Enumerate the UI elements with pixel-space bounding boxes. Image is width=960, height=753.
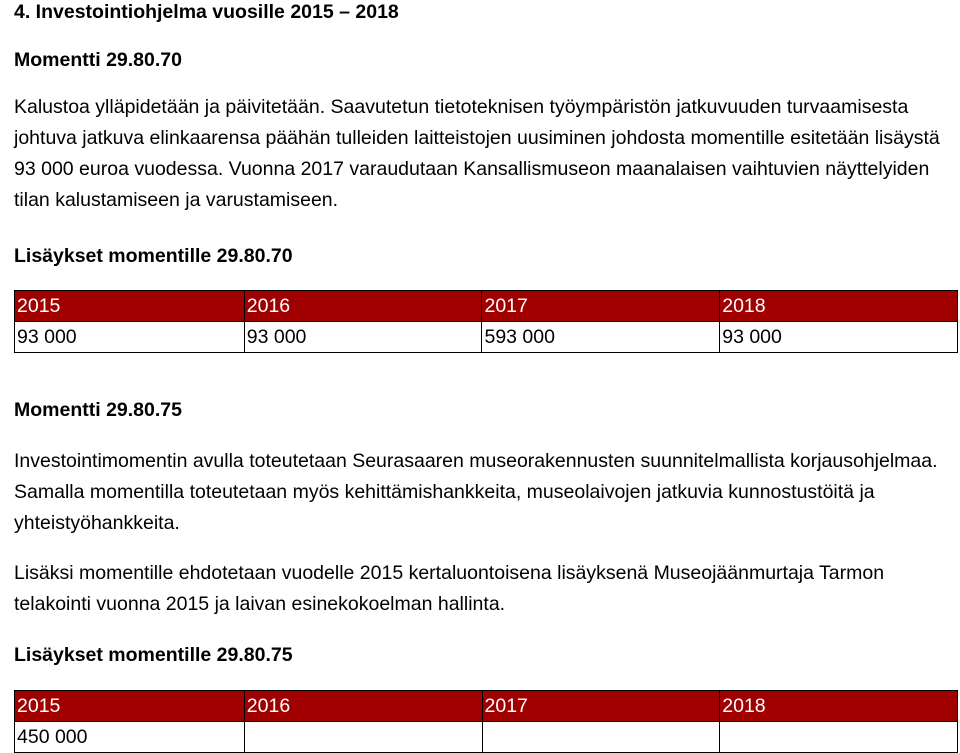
momentti-75-text-1: Investointimomentin avulla toteutetaan Seurasaaren museorakennusten suunnitelmallista korjausohjelmaa. Samalla momentilla toteutetaan myös kehittämishankkeita, museolaivojen jatkuvia kunnostustöitä ja yhteistyöhankkeita.: [14, 450, 938, 534]
year-cell: 2017: [482, 291, 720, 322]
momentti-70-additions-table: [14, 290, 958, 353]
year-cell: 2018: [720, 291, 958, 322]
momentti-75-paragraph-1: [14, 446, 949, 539]
year-cell: 2018: [720, 691, 958, 722]
momentti-75-heading: Momentti 29.80.75: [14, 399, 182, 421]
momentti-70-additions-heading: Lisäykset momentille 29.80.70: [14, 245, 293, 267]
value-cell: 450 000: [15, 722, 245, 753]
table-value-row: [15, 322, 958, 353]
table-header-row: [15, 291, 958, 322]
year-cell: 2015: [15, 291, 245, 322]
section-title: 4. Investointiohjelma vuosille 2015 – 2018: [14, 1, 399, 23]
value-cell: 93 000: [15, 322, 245, 353]
value-cell: 593 000: [482, 322, 720, 353]
table-header-row: [15, 691, 958, 722]
year-cell: 2016: [244, 291, 482, 322]
value-cell: [720, 722, 958, 753]
year-cell: 2017: [482, 691, 720, 722]
value-cell: [244, 722, 482, 753]
momentti-70-paragraph: [14, 92, 949, 216]
value-cell: [482, 722, 720, 753]
table-value-row: [15, 722, 958, 753]
momentti-75-paragraph-2: [14, 558, 949, 620]
year-cell: 2015: [15, 691, 245, 722]
value-cell: 93 000: [720, 322, 958, 353]
momentti-70-text: Kalustoa ylläpidetään ja päivitetään. Saavutetun tietoteknisen työympäristön jatkuvuuden turvaamisesta johtuva jatkuva elinkaarensa päähän tulleiden laitteistojen uusiminen johdosta momentille esitetään lisäystä 93 000 euroa vuodessa. Vuonna 2017 varaudutaan Kansallismuseon maanalaisen vaihtuvien näyttelyiden tilan kalustamiseen ja varustamiseen.: [14, 96, 940, 211]
value-cell: 93 000: [244, 322, 482, 353]
momentti-75-additions-table: [14, 690, 958, 753]
momentti-70-heading: Momentti 29.80.70: [14, 49, 182, 71]
year-cell: 2016: [244, 691, 482, 722]
momentti-75-text-2: Lisäksi momentille ehdotetaan vuodelle 2015 kertaluontoisena lisäyksenä Museojäänmurtaja Tarmon telakointi vuonna 2015 ja laivan esinekokoelman hallinta.: [14, 562, 885, 615]
momentti-75-additions-heading: Lisäykset momentille 29.80.75: [14, 644, 293, 666]
